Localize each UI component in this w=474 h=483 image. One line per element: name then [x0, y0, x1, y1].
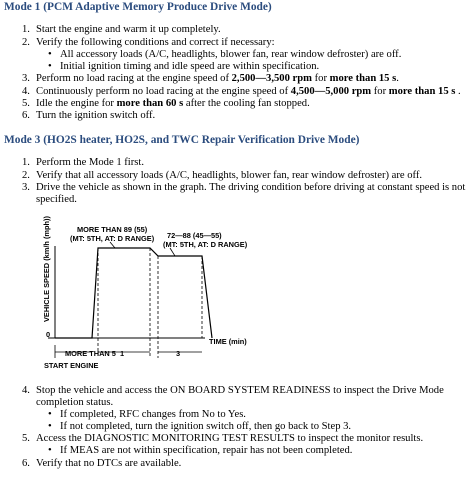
mode3-step-3-cont: specified. [36, 194, 77, 205]
mode1-step-6: 6. Turn the ignition switch off. [22, 110, 156, 121]
x-axis-label: TIME (min) [209, 337, 247, 346]
mode1-condition-2: • Initial ignition timing and idle speed are within specification. [48, 61, 320, 72]
mode3-step4-bullet-1: • If completed, RFC changes from No to Yes. [48, 409, 246, 420]
mode1-step-4: 4. Continuously perform no load racing at the engine speed of 4,500—5,000 rpm for more than 15 s . [22, 86, 461, 97]
speed-profile [55, 248, 212, 338]
mode1-title: Mode 1 (PCM Adaptive Memory Produce Drive Mode) [4, 1, 272, 13]
zero-label: 0 [46, 330, 51, 339]
mode3-step-2: 2. Verify that all accessory loads (A/C, headlights, blower fan, rear window defroster) are off. [22, 170, 423, 181]
mode3-title: Mode 3 (HO2S heater, HO2S, and TWC Repair Verification Drive Mode) [4, 134, 360, 146]
mode1-step-1: 1. Start the engine and warm it up completely. [22, 24, 221, 35]
mode1-step-5: 5. Idle the engine for more than 60 s after the cooling fan stopped. [22, 98, 310, 109]
mode1-step-3: 3. Perform no load racing at the engine speed of 2,500—3,500 rpm for more than 15 s. [22, 73, 399, 84]
mode3-step-3: 3. Drive the vehicle as shown in the graph. The driving condition before driving at constant speed is not [22, 182, 466, 193]
segment-label-2: 1 [120, 349, 125, 358]
mode3-step4-bullet-2: • If not completed, turn the ignition switch off, then go back to Step 3. [48, 421, 352, 432]
mode3-step-6: 6. Verify that no DTCs are available. [22, 458, 182, 469]
mode3-step-4-cont: completion status. [36, 397, 114, 408]
mode3-step5-bullet-1: • If MEAS are not within specification, repair has not been completed. [48, 445, 353, 456]
callout-1-line-1: MORE THAN 89 (55) [77, 225, 148, 234]
callout-2-line-2: (MT: 5TH, AT: D RANGE) [163, 240, 248, 249]
mode1-condition-1: • All accessory loads (A/C, headlights, blower fan, rear window defroster) are off. [48, 49, 402, 60]
mode3-step-5: 5. Access the DIAGNOSTIC MONITORING TEST RESULTS to inspect the monitor results. [22, 433, 424, 444]
callout-1-line-2: (MT: 5TH, AT: D RANGE) [70, 234, 155, 243]
mode1-step-2: 2. Verify the following conditions and correct if necessary: [22, 37, 275, 48]
mode3-step-4: 4. Stop the vehicle and access the ON BOARD SYSTEM READINESS to inspect the Drive Mode [22, 385, 444, 396]
y-axis-label: VEHICLE SPEED (km/h (mph)) [42, 216, 51, 322]
start-engine-label: START ENGINE [44, 361, 99, 370]
mode3-step-1: 1. Perform the Mode 1 first. [22, 157, 144, 168]
callout-2-line-1: 72—88 (45—55) [167, 231, 222, 240]
segment-label-1: MORE THAN 5 [65, 349, 116, 358]
segment-label-3: 3 [176, 349, 181, 358]
